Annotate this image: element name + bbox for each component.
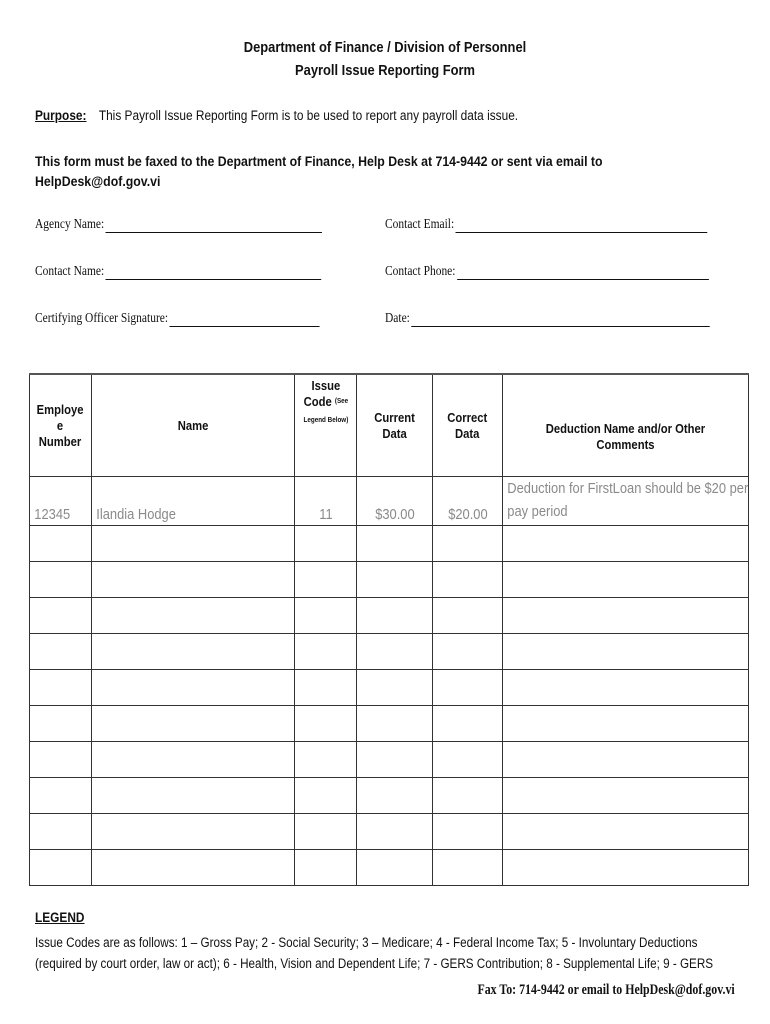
header-name: Name xyxy=(92,374,295,477)
cell-name[interactable] xyxy=(92,814,295,850)
table-row xyxy=(30,526,749,562)
cell-employee-number[interactable] xyxy=(30,562,92,598)
payroll-issue-table xyxy=(29,373,749,886)
table-row xyxy=(30,670,749,706)
cell-comment[interactable] xyxy=(503,742,749,778)
submission-notice xyxy=(35,151,642,191)
cell-employee-number[interactable] xyxy=(30,634,92,670)
cell-name[interactable]: Ilandia Hodge xyxy=(92,477,295,526)
cell-comment[interactable] xyxy=(503,562,749,598)
cell-name[interactable] xyxy=(92,526,295,562)
contact-email-label: Contact Email: xyxy=(385,217,455,232)
agency-name-line[interactable] xyxy=(106,218,322,233)
cell-employee-number[interactable] xyxy=(30,706,92,742)
cell-issue-code[interactable]: 11 xyxy=(295,477,357,526)
cell-current-data[interactable] xyxy=(357,634,433,670)
cell-name[interactable] xyxy=(92,562,295,598)
cell-correct-data[interactable] xyxy=(433,850,503,886)
cell-name[interactable] xyxy=(92,598,295,634)
legend-line-1: Issue Codes are as follows: 1 – Gross Pay; 2 - Social Security; 3 – Medicare; 4 - Federal Income Tax; 5 - Involuntary Deductions xyxy=(35,935,698,950)
purpose-label: Purpose: xyxy=(35,108,87,123)
cell-current-data[interactable] xyxy=(357,562,433,598)
cell-name[interactable] xyxy=(92,742,295,778)
certifying-officer-label: Certifying Officer Signature: xyxy=(35,311,169,326)
contact-name-field[interactable] xyxy=(35,264,321,280)
cell-issue-code[interactable] xyxy=(295,706,357,742)
contact-phone-field[interactable] xyxy=(385,264,709,280)
contact-email-line[interactable] xyxy=(456,218,708,233)
cell-correct-data[interactable] xyxy=(433,742,503,778)
cell-issue-code[interactable] xyxy=(295,634,357,670)
cell-name[interactable] xyxy=(92,706,295,742)
form-title: Payroll Issue Reporting Form xyxy=(295,62,475,79)
cell-employee-number[interactable] xyxy=(30,850,92,886)
cell-comment[interactable] xyxy=(503,634,749,670)
contact-name-line[interactable] xyxy=(106,265,322,280)
contact-name-label: Contact Name: xyxy=(35,264,105,279)
certifying-officer-field[interactable] xyxy=(35,311,320,327)
table-row xyxy=(30,850,749,886)
legend-text xyxy=(35,932,727,974)
cell-employee-number[interactable] xyxy=(30,814,92,850)
cell-correct-data[interactable] xyxy=(433,670,503,706)
cell-employee-number[interactable] xyxy=(30,526,92,562)
cell-name[interactable] xyxy=(92,634,295,670)
cell-issue-code[interactable] xyxy=(295,778,357,814)
cell-comment[interactable] xyxy=(503,526,749,562)
contact-phone-line[interactable] xyxy=(457,265,709,280)
cell-comment[interactable] xyxy=(503,670,749,706)
cell-issue-code[interactable] xyxy=(295,742,357,778)
cell-current-data[interactable] xyxy=(357,526,433,562)
contact-email-field[interactable] xyxy=(385,217,708,233)
cell-name[interactable] xyxy=(92,850,295,886)
date-field[interactable] xyxy=(385,311,710,327)
cell-comment[interactable]: Deduction for FirstLoan should be $20 per pay period xyxy=(503,477,749,526)
cell-correct-data[interactable] xyxy=(433,706,503,742)
cell-correct-data[interactable] xyxy=(433,526,503,562)
legend-title: LEGEND xyxy=(35,910,85,925)
cell-comment[interactable] xyxy=(503,814,749,850)
date-line[interactable] xyxy=(412,312,710,327)
cell-current-data[interactable] xyxy=(357,778,433,814)
cell-current-data[interactable] xyxy=(357,814,433,850)
fax-footer: Fax To: 714-9442 or email to HelpDesk@dof.gov.vi xyxy=(477,982,735,998)
form-title-department: Department of Finance / Division of Personnel xyxy=(243,39,527,56)
cell-correct-data[interactable] xyxy=(433,814,503,850)
cell-name[interactable] xyxy=(92,670,295,706)
cell-correct-data[interactable]: $20.00 xyxy=(433,477,503,526)
cell-comment[interactable] xyxy=(503,850,749,886)
certifying-officer-line[interactable] xyxy=(170,312,320,327)
table-row xyxy=(30,814,749,850)
header-correct-data: Correct Data xyxy=(433,374,503,477)
cell-correct-data[interactable] xyxy=(433,778,503,814)
cell-name[interactable] xyxy=(92,778,295,814)
cell-issue-code[interactable] xyxy=(295,850,357,886)
agency-name-field[interactable] xyxy=(35,217,322,233)
table-row xyxy=(30,742,749,778)
cell-employee-number[interactable] xyxy=(30,598,92,634)
cell-current-data[interactable] xyxy=(357,670,433,706)
cell-employee-number[interactable]: 12345 xyxy=(30,477,92,526)
cell-issue-code[interactable] xyxy=(295,598,357,634)
contact-phone-label: Contact Phone: xyxy=(385,264,456,279)
purpose-statement xyxy=(35,108,518,123)
table-row xyxy=(30,634,749,670)
legend-line-2: (required by court order, law or act); 6 - Health, Vision and Dependent Life; 7 - GERS Contribution; 8 - Supplemental Life; 9 - GERS xyxy=(35,956,714,971)
notice-line-1: This form must be faxed to the Department of Finance, Help Desk at 714-9442 or sent via email to xyxy=(35,153,603,169)
cell-current-data[interactable]: $30.00 xyxy=(357,477,433,526)
cell-issue-code[interactable] xyxy=(295,814,357,850)
purpose-text: This Payroll Issue Reporting Form is to be used to report any payroll data issue. xyxy=(98,108,519,123)
header-employee-number: Employe e Number xyxy=(30,374,92,477)
cell-employee-number[interactable] xyxy=(30,742,92,778)
cell-comment[interactable] xyxy=(503,598,749,634)
cell-correct-data[interactable] xyxy=(433,634,503,670)
table-header-row xyxy=(30,374,749,477)
cell-correct-data[interactable] xyxy=(433,598,503,634)
cell-current-data[interactable] xyxy=(357,742,433,778)
cell-issue-code[interactable] xyxy=(295,526,357,562)
cell-current-data[interactable] xyxy=(357,850,433,886)
date-label: Date: xyxy=(385,311,410,326)
notice-line-2: HelpDesk@dof.gov.vi xyxy=(35,173,161,189)
table-row xyxy=(30,562,749,598)
header-issue-code: Issue Code $^{(See}$ Legend Below) xyxy=(295,374,357,477)
table-row xyxy=(30,598,749,634)
cell-current-data[interactable] xyxy=(357,598,433,634)
cell-comment[interactable] xyxy=(503,706,749,742)
cell-issue-code[interactable] xyxy=(295,670,357,706)
cell-comment[interactable] xyxy=(503,778,749,814)
cell-correct-data[interactable] xyxy=(433,562,503,598)
cell-current-data[interactable] xyxy=(357,706,433,742)
table-row xyxy=(30,477,749,526)
cell-issue-code[interactable] xyxy=(295,562,357,598)
header-comments: Deduction Name and/or Other Comments xyxy=(503,374,749,477)
header-current-data: Current Data xyxy=(357,374,433,477)
cell-employee-number[interactable] xyxy=(30,670,92,706)
cell-employee-number[interactable] xyxy=(30,778,92,814)
agency-name-label: Agency Name: xyxy=(35,217,105,232)
table-row xyxy=(30,778,749,814)
table-row xyxy=(30,706,749,742)
